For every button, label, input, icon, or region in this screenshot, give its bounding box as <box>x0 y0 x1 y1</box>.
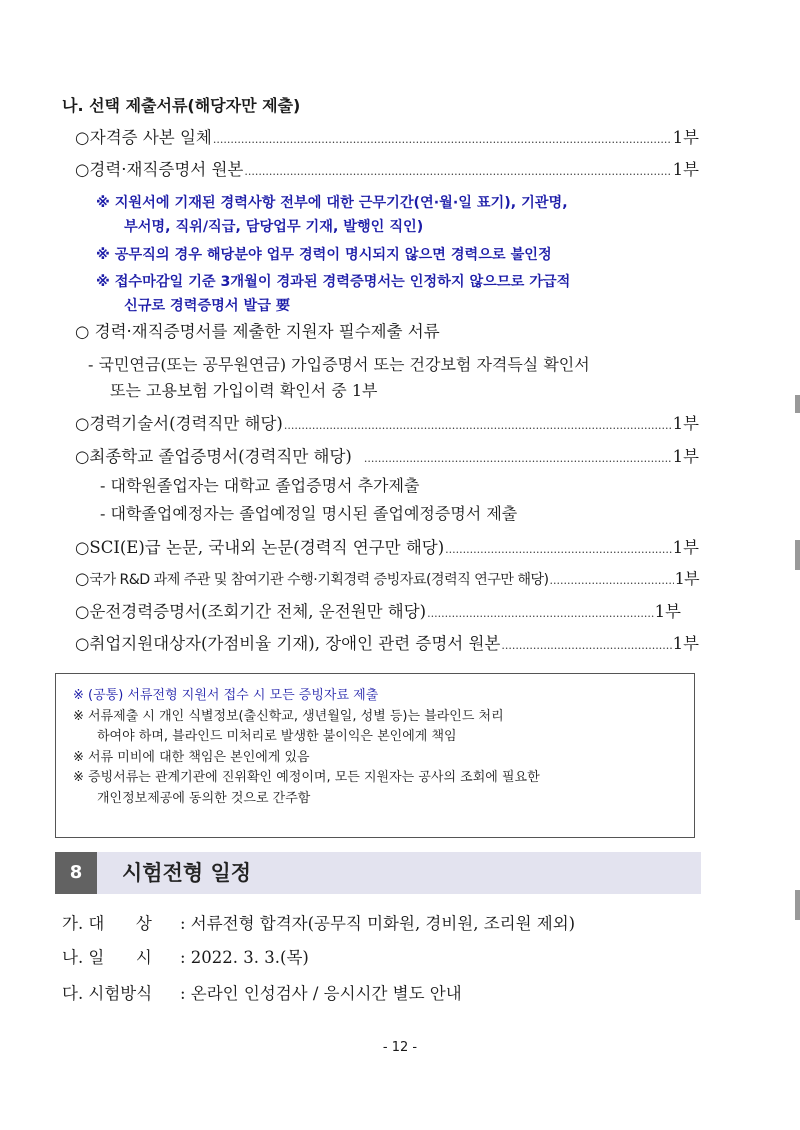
item-label: 자격증 사본 일체 <box>89 128 212 147</box>
edge-artifact <box>795 395 800 413</box>
schedule-value: : 온라인 인성검사 / 응시시간 별도 안내 <box>180 984 462 1003</box>
section-number: 8 <box>55 852 97 894</box>
section-title: 시험전형 일정 <box>122 861 252 885</box>
leader-dots <box>549 569 673 592</box>
schedule-key: 가. 대 상 <box>62 914 152 933</box>
list-item <box>75 413 699 437</box>
list-item <box>75 568 699 592</box>
leader-dots <box>244 159 671 183</box>
list-item <box>75 633 699 657</box>
schedule-value: : 서류전형 합격자(공무직 미화원, 경비원, 조리원 제외) <box>180 914 576 933</box>
note-line: 신규로 경력증명서 발급 要 <box>124 298 291 314</box>
item-label: 경력·재직증명서 원본 <box>89 160 244 179</box>
leader-dots <box>427 601 653 625</box>
schedule-value: : 2022. 3. 3.(목) <box>180 948 309 967</box>
career-docs-title: ○ 경력·재직증명서를 제출한 지원자 필수제출 서류 <box>75 322 440 341</box>
schedule-row <box>62 980 462 1004</box>
note-line: ※ 공무직의 경우 해당분야 업무 경력이 명시되지 않으면 경력으로 불인정 <box>96 247 552 263</box>
edge-artifact <box>795 540 800 570</box>
bullet: ○ <box>75 414 90 433</box>
page-number: - 12 - <box>382 1040 418 1055</box>
bullet: ○ <box>75 447 90 466</box>
schedule-row <box>62 944 309 968</box>
item-label: 최종학교 졸업증명서(경력직만 해당) <box>89 447 352 466</box>
leader-dots <box>364 446 672 470</box>
list-item <box>75 127 699 151</box>
notice-line: ※ 서류제출 시 개인 식별정보(출신학교, 생년월일, 성별 등)는 블라인드 처리 <box>73 708 504 724</box>
note-line: 부서명, 직위/직급, 담당업무 기재, 발행인 직인) <box>124 219 424 235</box>
item-count: 1부 <box>672 447 699 466</box>
list-item <box>75 159 699 183</box>
item-label: 운전경력증명서(조회기간 전체, 운전원만 해당) <box>89 602 427 621</box>
notice-line: ※ 서류 미비에 대한 책임은 본인에게 있음 <box>73 749 310 765</box>
leader-dots <box>445 537 671 561</box>
edge-artifact <box>795 890 800 920</box>
item-count: 1부 <box>672 128 699 147</box>
notice-box <box>55 673 695 838</box>
item-label: SCI(E)급 논문, 국내외 논문(경력직 연구만 해당) <box>89 538 445 557</box>
graduation-sub: - 대학원졸업자는 대학교 졸업증명서 추가제출 <box>100 476 420 495</box>
item-label: 국가 R&D 과제 주관 및 참여기관 수행·기획경력 증빙자료(경력직 연구만 해당) <box>89 572 549 588</box>
bullet: ○ <box>75 128 90 147</box>
bullet: ○ <box>75 160 90 179</box>
item-label: 취업지원대상자(가점비율 기재), 장애인 관련 증명서 원본 <box>89 634 501 653</box>
bullet: ○ <box>75 634 90 653</box>
schedule-key: 나. 일 시 <box>62 948 152 967</box>
notice-line: 하여야 하며, 블라인드 미처리로 발생한 불이익은 본인에게 책임 <box>97 729 457 744</box>
notice-line: 개인정보제공에 동의한 것으로 간주함 <box>97 790 311 806</box>
bullet: ○ <box>75 602 90 621</box>
list-item <box>75 601 681 625</box>
item-label: 경력기술서(경력직만 해당) <box>89 414 283 433</box>
career-docs-line: 또는 고용보험 가입이력 확인서 중 1부 <box>110 381 378 400</box>
item-count: 1부 <box>654 602 681 621</box>
graduation-sub: - 대학졸업예정자는 졸업예정일 명시된 졸업예정증명서 제출 <box>100 504 518 523</box>
item-count: 1부 <box>672 414 699 433</box>
note-line: ※ 지원서에 기재된 경력사항 전부에 대한 근무기간(연·월·일 표기), 기관명, <box>96 195 568 211</box>
leader-dots <box>284 413 672 437</box>
bullet: ○ <box>75 538 90 557</box>
note-line: ※ 접수마감일 기준 3개월이 경과된 경력증명서는 인정하지 않으므로 가급적 <box>96 274 571 290</box>
career-docs-line: - 국민연금(또는 공무원연금) 가입증명서 또는 건강보험 자격득실 확인서 <box>88 355 590 374</box>
notice-line: ※ 증빙서류는 관계기관에 진위확인 예정이며, 모든 지원자는 공사의 조회에 필요한 <box>73 770 540 785</box>
leader-dots <box>501 633 671 657</box>
item-count: 1부 <box>674 569 699 588</box>
schedule-key: 다. 시험방식 <box>62 984 153 1003</box>
item-count: 1부 <box>672 160 699 179</box>
list-item <box>75 537 699 561</box>
item-count: 1부 <box>672 538 699 557</box>
list-item <box>75 446 699 470</box>
item-count: 1부 <box>672 634 699 653</box>
leader-dots <box>213 127 672 151</box>
bullet: ○ <box>75 569 90 588</box>
section-heading: 나. 선택 제출서류(해당자만 제출) <box>62 96 301 115</box>
schedule-row <box>62 910 575 934</box>
notice-line: ※ (공통) 서류전형 지원서 접수 시 모든 증빙자료 제출 <box>73 688 379 703</box>
